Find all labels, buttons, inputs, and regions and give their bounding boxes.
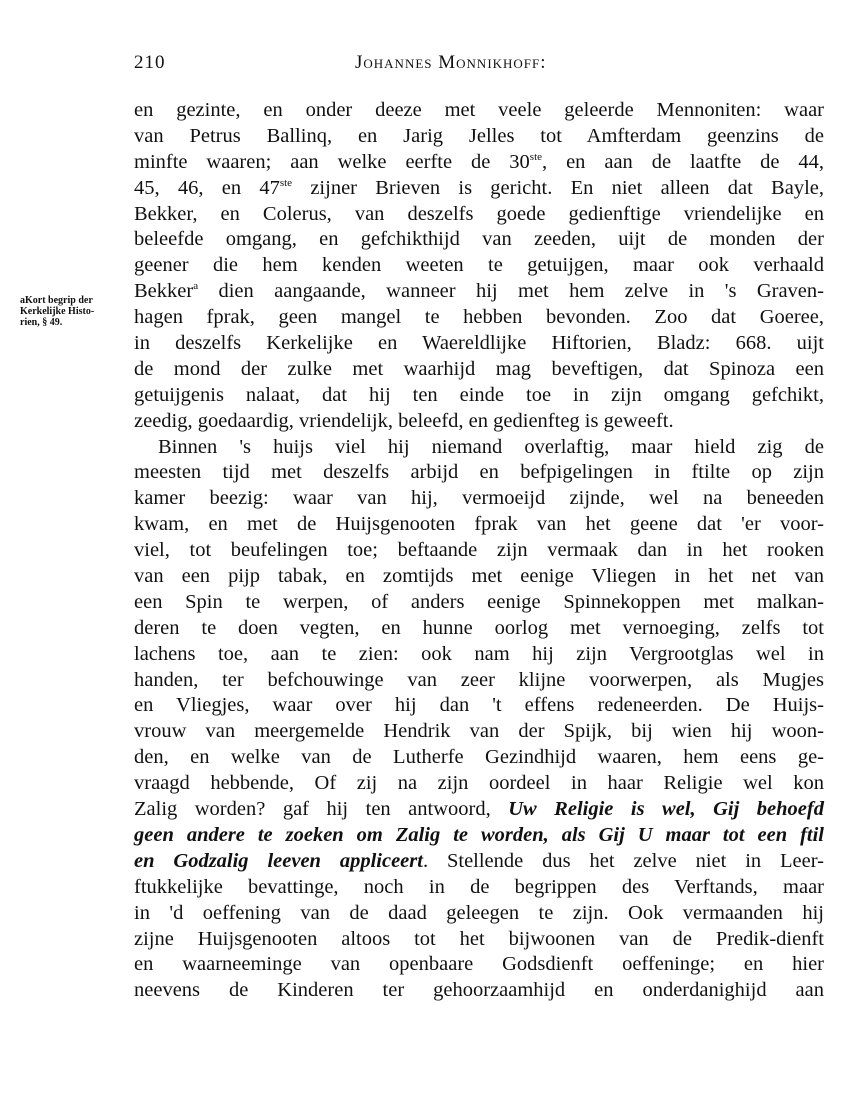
text-line: geener die hem kenden weeten te getuijgen, maar ook verhaald — [134, 254, 824, 277]
text-line: getuijgenis nalaat, dat hij ten einde toe in zijn omgang gefchikt, — [134, 383, 824, 406]
text-line: Binnen 's huijs viel hij niemand overlaftig, maar hield zig de — [158, 435, 824, 458]
margin-note-line: aKort begrip der — [20, 295, 93, 306]
text-line: deren te doen vegten, en hunne oorlog met vernoeging, zelfs tot — [134, 616, 824, 639]
body-text — [134, 98, 824, 1004]
text-line: beleefde omgang, en gefchikthijd van zeeden, uijt de monden der — [134, 228, 824, 251]
text-line: zeedig, goedaardig, vriendelijk, beleefd, en gedienfteg is geweeft. — [134, 409, 674, 432]
text-line: Bekker, en Colerus, van deszelfs goede gedienftige vriendelijke en — [134, 202, 824, 225]
text-line: viel, tot beufelingen toe; beftaande zijn vermaak dan in het rooken — [134, 539, 824, 562]
text-line: Zalig worden? gaf hij ten antwoord, Uw Religie is wel, Gij behoefd — [134, 798, 824, 821]
text-line: den, en welke van de Lutherfe Gezindhijd waaren, hem eens ge- — [134, 746, 824, 769]
text-line: en Vliegjes, waar over hij dan 't effens redeneerden. De Huijs- — [134, 694, 824, 717]
page-number: 210 — [134, 52, 166, 73]
text-line: een Spin te werpen, of anders eenige Spinnekoppen met malkan- — [134, 590, 824, 613]
text-line: meesten tijd met deszelfs arbijd en befpigelingen in ftilte op zijn — [134, 461, 824, 484]
text-line: neevens de Kinderen ter gehoorzaamhijd en onderdanighijd aan — [134, 979, 824, 1002]
text-line: zijne Huijsgenooten altoos tot het bijwoonen van de Predik-dienft — [134, 927, 824, 950]
text-line: hagen fprak, geen mangel te hebben bevonden. Zoo dat Goeree, — [134, 306, 824, 329]
text-line: de mond der zulke met waarhijd mag beveftigen, dat Spinoza een — [134, 357, 824, 380]
text-line: 45, 46, en 47ste zijner Brieven is gericht. En niet alleen dat Bayle, — [134, 176, 824, 199]
text-line: in 'd oeffening van de daad geleegen te zijn. Ook vermaanden hij — [134, 901, 824, 924]
text-line: vrouw van meergemelde Hendrik van der Spijk, bij wien hij woon- — [134, 720, 824, 743]
text-line: van een pijp tabak, en zomtijds met eenige Vliegen in het net van — [134, 565, 824, 588]
text-line: handen, ter befchouwinge van zeer klijne voorwerpen, als Mugjes — [134, 668, 824, 691]
text-line: minfte waaren; aan welke eerfte de 30ste, en aan de laatfte de 44, — [134, 150, 824, 173]
text-line: en waarneeminge van openbaare Godsdienft oeffeninge; en hier — [134, 953, 824, 976]
text-line: kamer beezig: waar van hij, vermoeijd zijnde, wel na beneeden — [134, 487, 824, 510]
text-line: en gezinte, en onder deeze met veele geleerde Mennoniten: waar — [134, 99, 824, 121]
margin-note-line: Kerkelijke Histo- — [20, 306, 95, 317]
text-line: vraagd hebbende, Of zij na zijn oordeel in haar Religie wel kon — [134, 772, 824, 795]
text-line: Bekker$^a$ dien aangaande, wanneer hij met hem zelve in 's Graven- — [134, 280, 824, 303]
running-head: Johannes Monnikhoff: — [355, 52, 547, 73]
text-line: geen andere te zoeken om Zalig te worden, als Gij U maar tot een ftil — [134, 823, 824, 846]
text-line: kwam, en met de Huijsgenooten fprak van het geene dat 'er voor- — [134, 513, 824, 536]
text-line: lachens toe, aan te zien: ook nam hij zijn Vergrootglas wel in — [134, 642, 824, 665]
running-header — [0, 52, 852, 74]
margin-note-line: rien, § 49. — [20, 317, 63, 328]
text-line: en Godzalig leeven appliceert. Stellende dus het zelve niet in Leer- — [134, 849, 824, 872]
margin-note — [20, 295, 135, 328]
text-line: van Petrus Ballinq, en Jarig Jelles tot Amfterdam geenzins de — [134, 124, 824, 147]
text-line: in deszelfs Kerkelijke en Waereldlijke Hiftorien, Bladz: 668. uijt — [134, 332, 824, 355]
text-line: ftukkelijke bevattinge, noch in de begrippen des Verftands, maar — [134, 875, 824, 898]
